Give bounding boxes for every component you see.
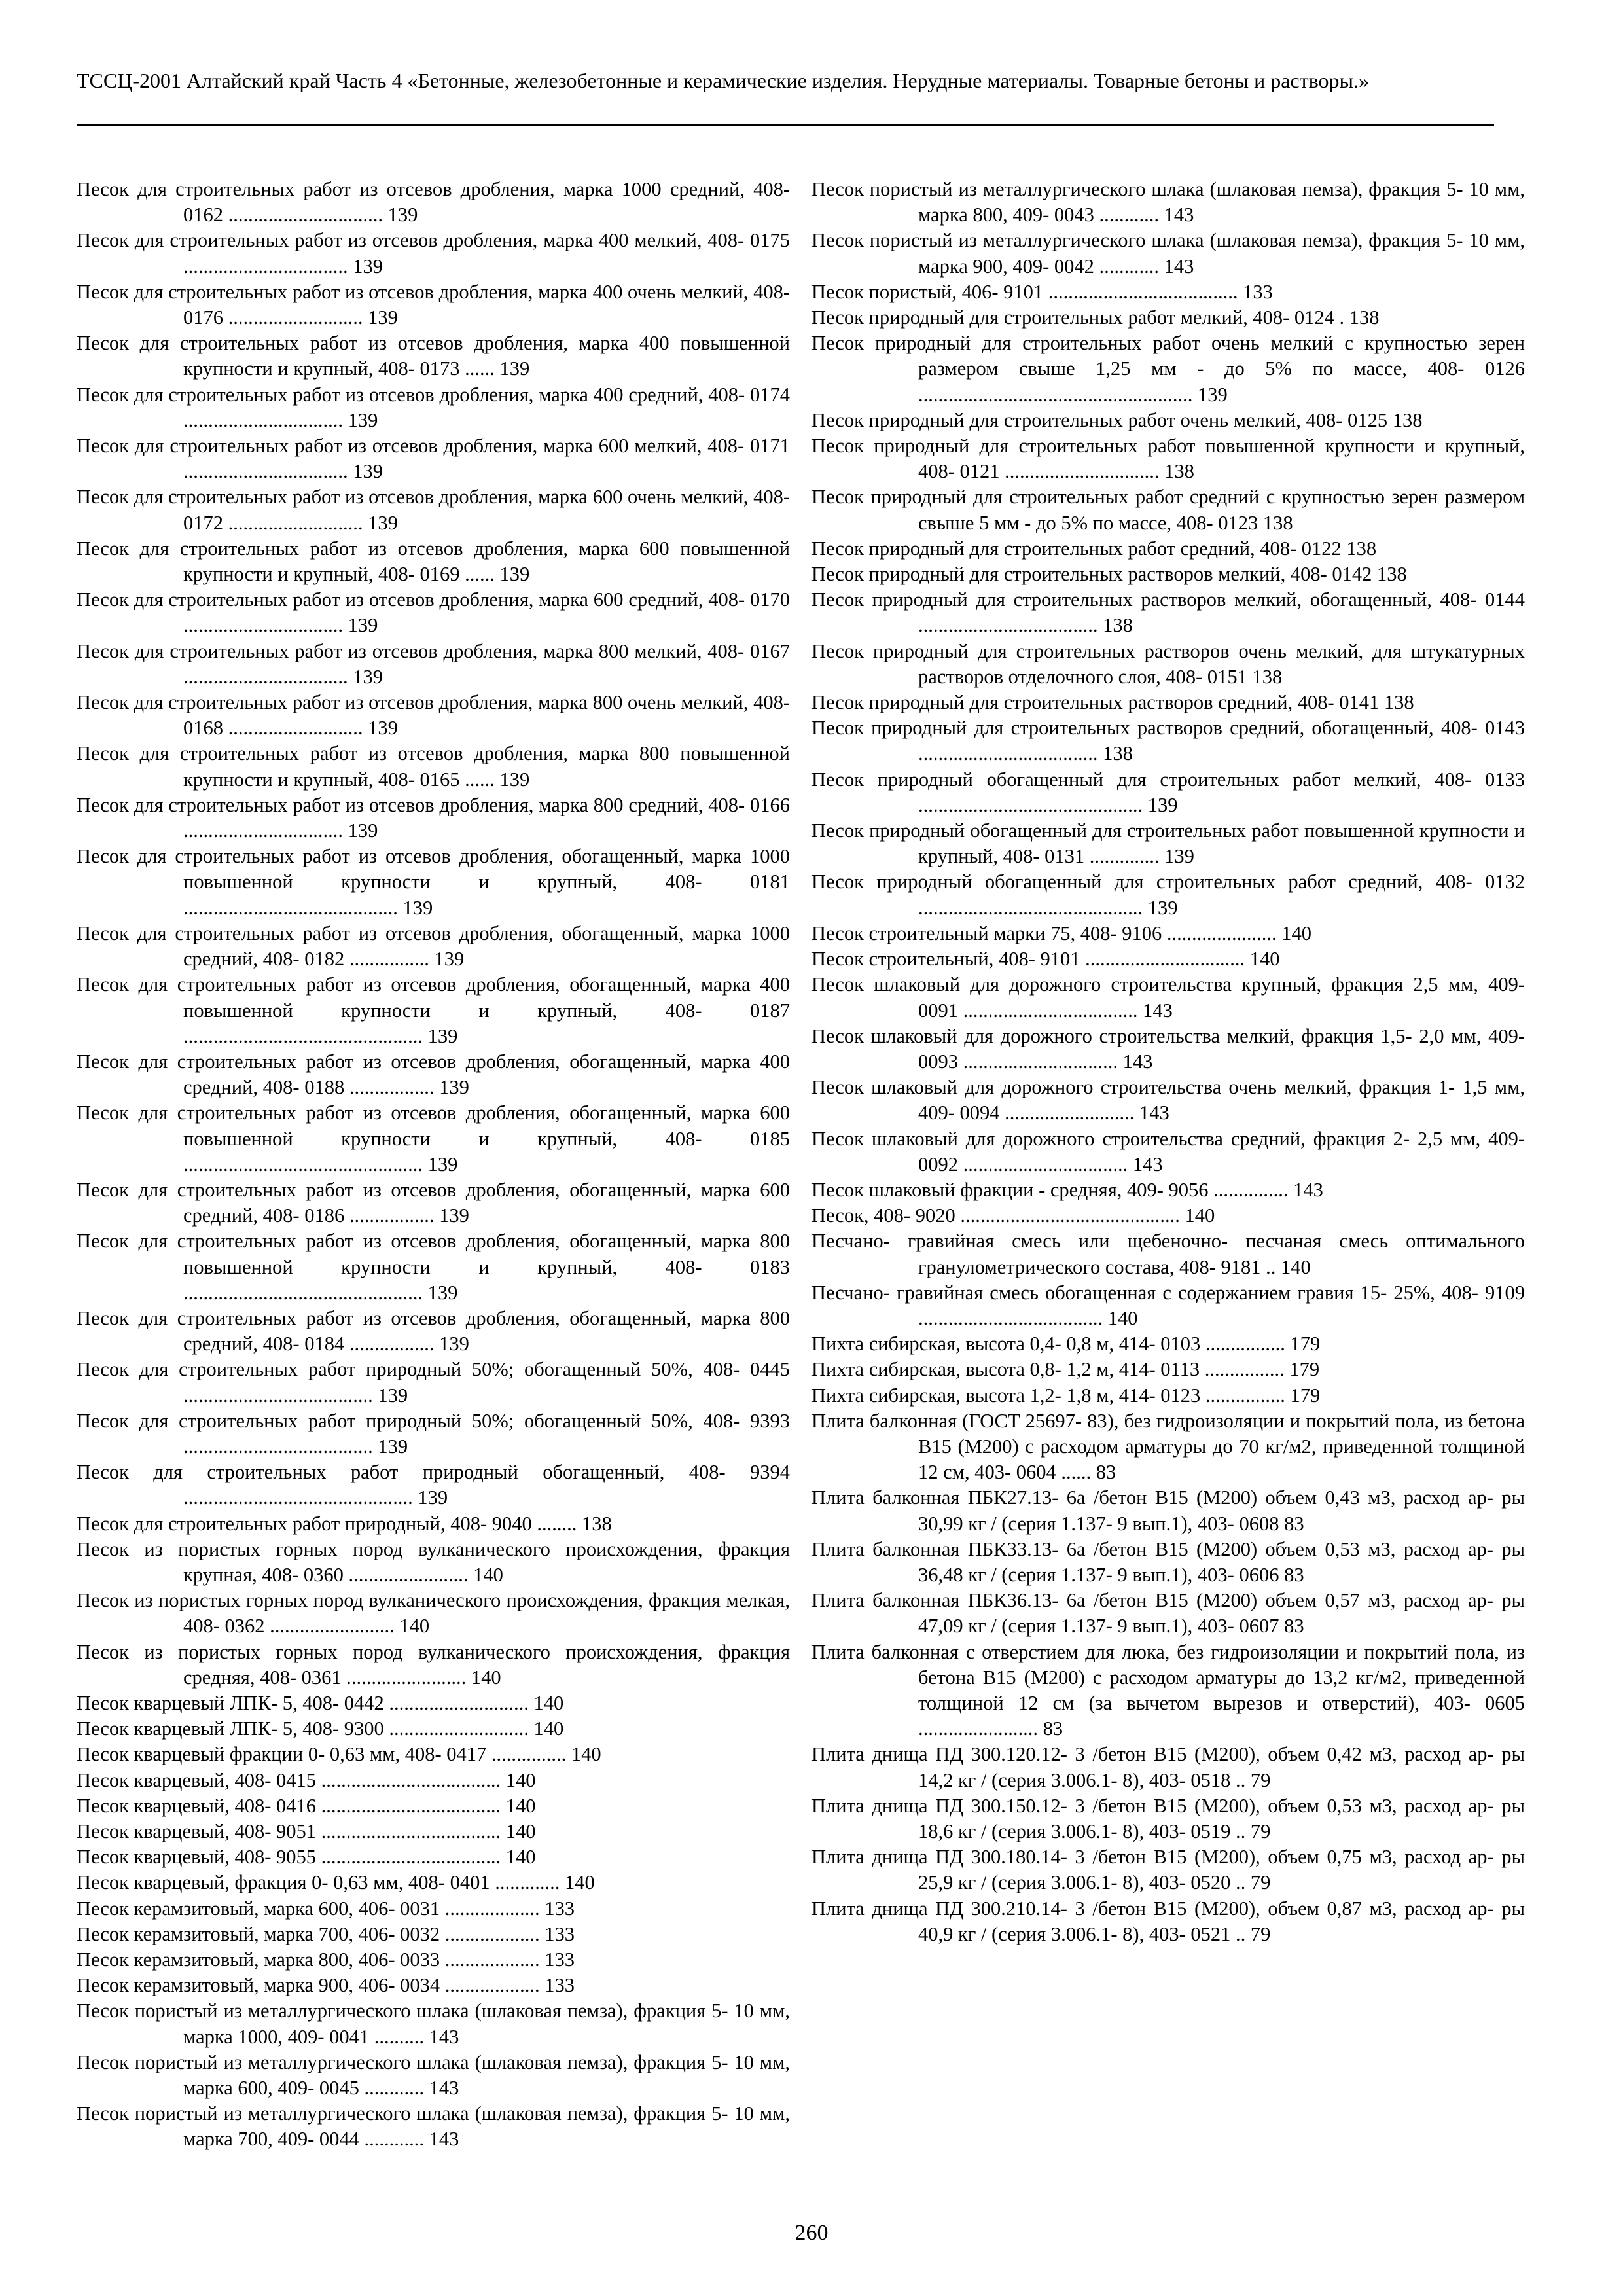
index-entry: Песок керамзитовый, марка 600, 406- 0031 ................... 133 — [77, 1897, 575, 1920]
index-entry: Песок для строительных работ из отсевов дробления, обогащенный, марка 400 повышенной крупности и крупный, 408- 0187 ................................................ 139 — [77, 973, 790, 1047]
index-entry: Песок шлаковый для дорожного строительства мелкий, фракция 1,5- 2,0 мм, 409- 0093 ............................... 143 — [812, 1024, 1525, 1073]
index-entry: Песок для строительных работ из отсевов дробления, марка 600 очень мелкий, 408- 0172 ........................... 139 — [77, 486, 790, 534]
index-entry: Песок пористый из металлургического шлака (шлаковая пемза), фракция 5- 10 мм, марка 900, 409- 0042 ............ 143 — [812, 229, 1525, 278]
index-entry: Песок шлаковый для дорожного строительства средний, фракция 2- 2,5 мм, 409- 0092 ................................. 143 — [812, 1127, 1525, 1175]
index-entry: Песок из пористых горных пород вулканического происхождения, фракция средняя, 408- 0361 ........................ 140 — [77, 1640, 790, 1689]
index-entry: Песок шлаковый для дорожного строительства очень мелкий, фракция 1- 1,5 мм, 409- 0094 .......................... 143 — [812, 1076, 1525, 1124]
index-entry: Песок природный для строительных растворов мелкий, обогащенный, 408- 0144 .................................... 138 — [812, 588, 1525, 637]
index-entry: Пихта сибирская, высота 0,4- 0,8 м, 414- 0103 ................ 179 — [812, 1333, 1321, 1355]
index-entry: Песок шлаковый для дорожного строительства крупный, фракция 2,5 мм, 409- 0091 ................................... 143 — [812, 973, 1525, 1022]
index-entry: Песок пористый из металлургического шлака (шлаковая пемза), фракция 5- 10 мм, марка 600, 409- 0045 ............ 143 — [77, 2051, 790, 2100]
index-entry: Песок для строительных работ из отсевов дробления, марка 600 средний, 408- 0170 ................................ 139 — [77, 588, 790, 637]
index-entry: Песок для строительных работ природный 50%; обогащенный 50%, 408- 9393 ...................................... 139 — [77, 1409, 790, 1458]
index-entry: Песок, 408- 9020 ............................................ 140 — [812, 1204, 1215, 1227]
index-entry: Песок природный обогащенный для строительных работ мелкий, 408- 0133 ............................................. 139 — [812, 768, 1525, 816]
index-entry: Песок для строительных работ из отсевов дробления, марка 800 средний, 408- 0166 ................................ 139 — [77, 793, 790, 842]
index-entry: Песок кварцевый, фракция 0- 0,63 мм, 408- 0401 ............. 140 — [77, 1871, 595, 1894]
index-entry: Песок кварцевый, 408- 0415 .................................... 140 — [77, 1768, 536, 1791]
index-entry: Плита днища ПД 300.210.14- 3 /бетон В15 (М200), объем 0,87 м3, расход ар- ры 40,9 кг / (серия 3.006.1- 8), 403- 0521 .. 79 — [812, 1897, 1525, 1945]
index-entry: Песок природный для строительных растворов средний, обогащенный, 408- 0143 .................................... 138 — [812, 717, 1525, 765]
index-entry: Песчано- гравийная смесь или щебеночно- песчаная смесь оптимального гранулометрического состава, 408- 9181 .. 140 — [812, 1230, 1525, 1278]
index-entry: Плита балконная ПБК33.13- 6а /бетон В15 (М200) объем 0,53 м3, расход ар- ры 36,48 кг / (серия 1.137- 9 вып.1), 403- 0606 83 — [812, 1537, 1525, 1586]
index-entry: Песок для строительных работ природный обогащенный, 408- 9394 .............................................. 139 — [77, 1461, 790, 1509]
index-entry: Песок пористый из металлургического шлака (шлаковая пемза), фракция 5- 10 мм, марка 700, 409- 0044 ............ 143 — [77, 2102, 790, 2151]
index-entry: Плита балконная (ГОСТ 25697- 83), без гидроизоляции и покрытий пола, из бетона В15 (М200) с расходом арматуры до 70 кг/м2, приведенной толщиной 12 см, 403- 0604 ...... 83 — [812, 1409, 1525, 1484]
index-entry: Песок для строительных работ из отсевов дробления, обогащенный, марка 600 средний, 408- 0186 ................. 139 — [77, 1178, 790, 1227]
index-entry: Песок кварцевый, 408- 0416 .................................... 140 — [77, 1794, 536, 1817]
index-entry: Песок для строительных работ из отсевов дробления, марка 600 повышенной крупности и крупный, 408- 0169 ...... 139 — [77, 537, 790, 586]
index-entry: Песок природный обогащенный для строительных работ повышенной крупности и крупный, 408- 0131 .............. 139 — [812, 819, 1525, 868]
index-entry: Песок керамзитовый, марка 700, 406- 0032 ................... 133 — [77, 1922, 575, 1945]
index-entry: Песок для строительных работ из отсевов дробления, обогащенный, марка 800 средний, 408- 0184 ................. 139 — [77, 1306, 790, 1355]
index-entry: Песок природный для строительных работ очень мелкий, 408- 0125 138 — [812, 408, 1423, 431]
index-entry: Песок шлаковый фракции - средняя, 409- 9056 ............... 143 — [812, 1178, 1323, 1201]
index-entry: Песок керамзитовый, марка 800, 406- 0033 ................... 133 — [77, 1948, 575, 1971]
index-entry: Песок для строительных работ из отсевов дробления, марка 600 мелкий, 408- 0171 ................................. 139 — [77, 435, 790, 483]
page-number: 260 — [794, 2221, 829, 2245]
index-entry: Песок кварцевый, 408- 9051 .................................... 140 — [77, 1820, 536, 1842]
index-entry: Песок для строительных работ из отсевов дробления, марка 800 мелкий, 408- 0167 ................................. 139 — [77, 639, 790, 688]
index-entry: Плита балконная ПБК27.13- 6а /бетон В15 (М200) объем 0,43 м3, расход ар- ры 30,99 кг / (серия 1.137- 9 вып.1), 403- 0608 83 — [812, 1486, 1525, 1535]
index-entry: Песок природный обогащенный для строительных работ средний, 408- 0132 ............................................. 139 — [812, 870, 1525, 919]
index-entry: Песок строительный марки 75, 408- 9106 ...................... 140 — [812, 922, 1312, 944]
index-entry: Песок для строительных работ из отсевов дробления, марка 400 очень мелкий, 408- 0176 ........................... 139 — [77, 280, 790, 329]
index-entry: Плита днища ПД 300.120.12- 3 /бетон В15 (М200), объем 0,42 м3, расход ар- ры 14,2 кг / (серия 3.006.1- 8), 403- 0518 .. 79 — [812, 1743, 1525, 1791]
index-entry: Песок для строительных работ из отсевов дробления, марка 400 мелкий, 408- 0175 ................................. 139 — [77, 229, 790, 278]
page-header: ТССЦ-2001 Алтайский край Часть 4 «Бетонные, железобетонные и керамические изделия. Нерудные материалы. Товарные бетоны и растворы.» — [77, 69, 1369, 92]
index-entry: Песок природный для строительных работ средний с крупностью зерен размером свыше 5 мм - до 5% по массе, 408- 0123 138 — [812, 486, 1525, 534]
index-entry: Песок строительный, 408- 9101 ................................ 140 — [812, 948, 1280, 971]
index-entry: Песок природный для строительных работ очень мелкий с крупностью зерен размером свыше 1,25 мм - до 5% по массе, 408- 0126 ....................................................... 139 — [812, 332, 1525, 406]
index-entry: Песок для строительных работ из отсевов дробления, марка 400 повышенной крупности и крупный, 408- 0173 ...... 139 — [77, 332, 790, 380]
index-entry: Песок природный для строительных работ повышенной крупности и крупный, 408- 0121 ............................... 138 — [812, 435, 1525, 483]
index-entry: Песок кварцевый фракции 0- 0,63 мм, 408- 0417 ............... 140 — [77, 1743, 601, 1766]
index-entry: Песок природный для строительных работ средний, 408- 0122 138 — [812, 537, 1377, 560]
index-entry: Плита днища ПД 300.150.12- 3 /бетон В15 (М200), объем 0,53 м3, расход ар- ры 18,6 кг / (серия 3.006.1- 8), 403- 0519 .. 79 — [812, 1794, 1525, 1842]
index-entry: Песок для строительных работ из отсевов дробления, обогащенный, марка 1000 повышенной крупности и крупный, 408- 0181 ........................................... 139 — [77, 845, 790, 919]
index-entry: Песок для строительных работ из отсевов дробления, марка 800 очень мелкий, 408- 0168 ........................... 139 — [77, 691, 790, 740]
index-entry: Песок из пористых горных пород вулканического происхождения, фракция мелкая, 408- 0362 ......................... 140 — [77, 1589, 790, 1638]
index-entry: Плита балконная ПБК36.13- 6а /бетон В15 (М200) объем 0,57 м3, расход ар- ры 47,09 кг / (серия 1.137- 9 вып.1), 403- 0607 83 — [812, 1589, 1525, 1638]
index-entry: Плита днища ПД 300.180.14- 3 /бетон В15 (М200), объем 0,75 м3, расход ар- ры 25,9 кг / (серия 3.006.1- 8), 403- 0520 .. 79 — [812, 1846, 1525, 1894]
index-entry: Песок пористый, 406- 9101 ...................................... 133 — [812, 280, 1273, 303]
index-entry: Песок кварцевый ЛПК- 5, 408- 9300 ............................ 140 — [77, 1717, 564, 1740]
index-entry: Песок природный для строительных работ мелкий, 408- 0124 . 138 — [812, 306, 1380, 329]
index-entry: Плита балконная с отверстием для люка, без гидроизоляции и покрытий пола, из бетона В15 (М200) с расходом арматуры до 13,2 кг/м2, приведенной толщиной 12 см (за вычетом вырезов и отверстий), 403- 0605 ........................ 83 — [812, 1640, 1525, 1740]
index-entry: Песок для строительных работ из отсевов дробления, марка 400 средний, 408- 0174 ................................ 139 — [77, 383, 790, 431]
index-entry: Песок для строительных работ природный, 408- 9040 ........ 138 — [77, 1512, 612, 1535]
index-entry: Песок для строительных работ из отсевов дробления, обогащенный, марка 400 средний, 408- 0188 ................. 139 — [77, 1050, 790, 1099]
index-entry: Песок для строительных работ из отсевов дробления, марка 800 повышенной крупности и крупный, 408- 0165 ...... 139 — [77, 742, 790, 791]
index-entry: Песок для строительных работ природный 50%; обогащенный 50%, 408- 0445 ...................................... 139 — [77, 1358, 790, 1407]
index-entry: Песок керамзитовый, марка 900, 406- 0034 ................... 133 — [77, 1974, 575, 1997]
index-entry: Песок из пористых горных пород вулканического происхождения, фракция крупная, 408- 0360 ........................ 140 — [77, 1537, 790, 1586]
index-entry: Песок природный для строительных растворов мелкий, 408- 0142 138 — [812, 563, 1407, 586]
index-entry: Песок для строительных работ из отсевов дробления, марка 1000 средний, 408- 0162 ............................... 139 — [77, 178, 790, 226]
index-entry: Песок для строительных работ из отсевов дробления, обогащенный, марка 800 повышенной крупности и крупный, 408- 0183 ................................................ 139 — [77, 1230, 790, 1304]
index-column-right — [812, 177, 1525, 1947]
index-entry: Песок кварцевый ЛПК- 5, 408- 0442 ............................ 140 — [77, 1691, 564, 1714]
index-entry: Песок природный для строительных растворов средний, 408- 0141 138 — [812, 691, 1414, 714]
header-rule — [77, 124, 1494, 126]
index-entry: Песок кварцевый, 408- 9055 .................................... 140 — [77, 1846, 536, 1869]
index-entry: Песок пористый из металлургического шлака (шлаковая пемза), фракция 5- 10 мм, марка 1000, 409- 0041 .......... 143 — [77, 2000, 790, 2048]
index-entry: Пихта сибирская, высота 1,2- 1,8 м, 414- 0123 ................ 179 — [812, 1384, 1321, 1407]
index-entry: Песок для строительных работ из отсевов дробления, обогащенный, марка 600 повышенной крупности и крупный, 408- 0185 ................................................ 139 — [77, 1102, 790, 1175]
index-entry: Песок природный для строительных растворов очень мелкий, для штукатурных растворов отделочного слоя, 408- 0151 138 — [812, 639, 1525, 688]
index-column-left — [77, 177, 790, 2153]
index-entry: Песчано- гравийная смесь обогащенная с содержанием гравия 15- 25%, 408- 9109 ..................................... 140 — [812, 1281, 1525, 1329]
index-entry: Песок для строительных работ из отсевов дробления, обогащенный, марка 1000 средний, 408- 0182 ................ 139 — [77, 922, 790, 971]
index-entry: Песок пористый из металлургического шлака (шлаковая пемза), фракция 5- 10 мм, марка 800, 409- 0043 ............ 143 — [812, 178, 1525, 226]
index-entry: Пихта сибирская, высота 0,8- 1,2 м, 414- 0113 ................ 179 — [812, 1358, 1320, 1381]
